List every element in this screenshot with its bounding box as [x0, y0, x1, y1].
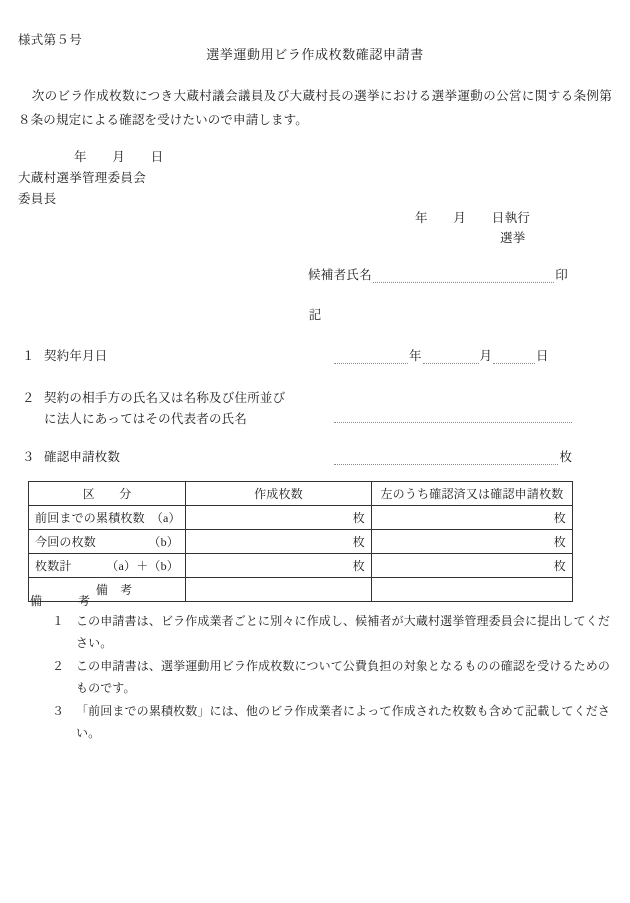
note-3-text: 「前回までの累積枚数」には、他のビラ作成業者によって作成された枚数も含めて記載してください。	[76, 704, 610, 740]
item-1-unit-month: 月	[479, 349, 493, 363]
contract-year-input-line[interactable]	[334, 351, 408, 364]
contractor-name-input-line[interactable]	[334, 409, 572, 423]
cell-remarks-confirmed[interactable]	[372, 578, 573, 602]
row-tag-sum: （a）＋（b）	[106, 559, 179, 573]
note-2-text: この申請書は、選挙運動用ビラ作成枚数について公費負担の対象となるものの確認を受けるためのものです。	[76, 659, 610, 695]
contract-day-input-line[interactable]	[493, 351, 535, 364]
cell-current-made[interactable]: 枚	[186, 530, 372, 554]
item-3-count-field	[334, 447, 572, 465]
list-item	[48, 611, 610, 654]
form-number: 様式第５号	[18, 33, 83, 47]
item-3-label: 確認申請枚数	[44, 450, 121, 464]
row-label-cumulative-text: 前回までの累積枚数	[35, 511, 145, 525]
row-label-current-text: 今回の枚数	[35, 535, 97, 549]
row-label-current	[29, 530, 186, 554]
ki-marker: 記	[308, 308, 322, 322]
counts-table-wrapper	[28, 481, 572, 602]
list-item	[48, 701, 610, 744]
seal-mark: 印	[555, 268, 568, 282]
table-row-remarks	[29, 578, 573, 602]
execution-date-line: 年 月 日執行	[415, 211, 531, 225]
candidate-name-row	[308, 265, 568, 283]
cell-current-confirmed[interactable]: 枚	[372, 530, 573, 554]
contract-month-input-line[interactable]	[423, 351, 479, 364]
item-1-unit-day: 日	[536, 349, 549, 363]
notes-list	[48, 611, 610, 747]
list-item	[48, 656, 610, 699]
item-2-label-line1: 契約の相手方の氏名又は名称及び住所並び	[44, 391, 286, 405]
intro-paragraph: 次のビラ作成枚数につき大蔵村議会議員及び大蔵村長の選挙における選挙運動の公営に関する条例第８条の規定による確認を受けたいので申請します。	[18, 89, 612, 128]
table-row	[29, 530, 573, 554]
item-1-unit-year: 年	[409, 349, 422, 363]
row-tag-b: （b）	[148, 535, 179, 549]
requested-count-input-line[interactable]	[334, 452, 558, 465]
candidate-name-label: 候補者氏名	[308, 268, 373, 282]
table-row	[29, 506, 573, 530]
row-label-total	[29, 554, 186, 578]
row-tag-a: （a）	[150, 511, 181, 525]
note-1-text: この申請書は、ビラ作成業者ごとに別々に作成し、候補者が大蔵村選挙管理委員会に提出してください。	[76, 614, 610, 650]
item-1-label: 契約年月日	[44, 349, 108, 363]
note-3-number: ３	[52, 704, 65, 719]
cell-cumulative-made[interactable]: 枚	[186, 506, 372, 530]
page-title: 選挙運動用ビラ作成枚数確認申請書	[206, 47, 424, 62]
note-1-number: １	[52, 614, 65, 628]
committee-chair-label: 委員長	[18, 192, 57, 206]
table-header-row	[29, 482, 573, 506]
submission-date-line: 年 月 日	[74, 150, 164, 164]
table-header-category: 区 分	[29, 482, 186, 506]
table-row	[29, 554, 573, 578]
cell-total-confirmed[interactable]: 枚	[372, 554, 573, 578]
item-1-number: １	[22, 349, 35, 363]
item-2-label-line2: に法人にあってはその代表者の氏名	[44, 412, 248, 426]
note-2-number: ２	[52, 659, 65, 674]
item-3-unit: 枚	[559, 450, 572, 464]
committee-name: 大蔵村選挙管理委員会	[18, 171, 147, 185]
item-3-number: ３	[22, 450, 35, 464]
execution-election-label: 選挙	[500, 231, 526, 245]
table-header-confirmed-count: 左のうち確認済又は確認申請枚数	[372, 482, 573, 506]
item-1-date-fields	[334, 346, 572, 364]
cell-cumulative-confirmed[interactable]: 枚	[372, 506, 573, 530]
row-label-total-text: 枚数計	[35, 559, 72, 573]
counts-table	[28, 481, 573, 602]
cell-remarks-made[interactable]	[186, 578, 372, 602]
cell-total-made[interactable]: 枚	[186, 554, 372, 578]
item-2-number: ２	[22, 391, 35, 405]
row-label-remarks: 備 考	[29, 578, 186, 602]
row-label-cumulative	[29, 506, 186, 530]
candidate-name-input-line[interactable]	[373, 270, 554, 283]
table-header-made-count: 作成枚数	[186, 482, 372, 506]
notes-heading: 備 考	[30, 594, 103, 608]
